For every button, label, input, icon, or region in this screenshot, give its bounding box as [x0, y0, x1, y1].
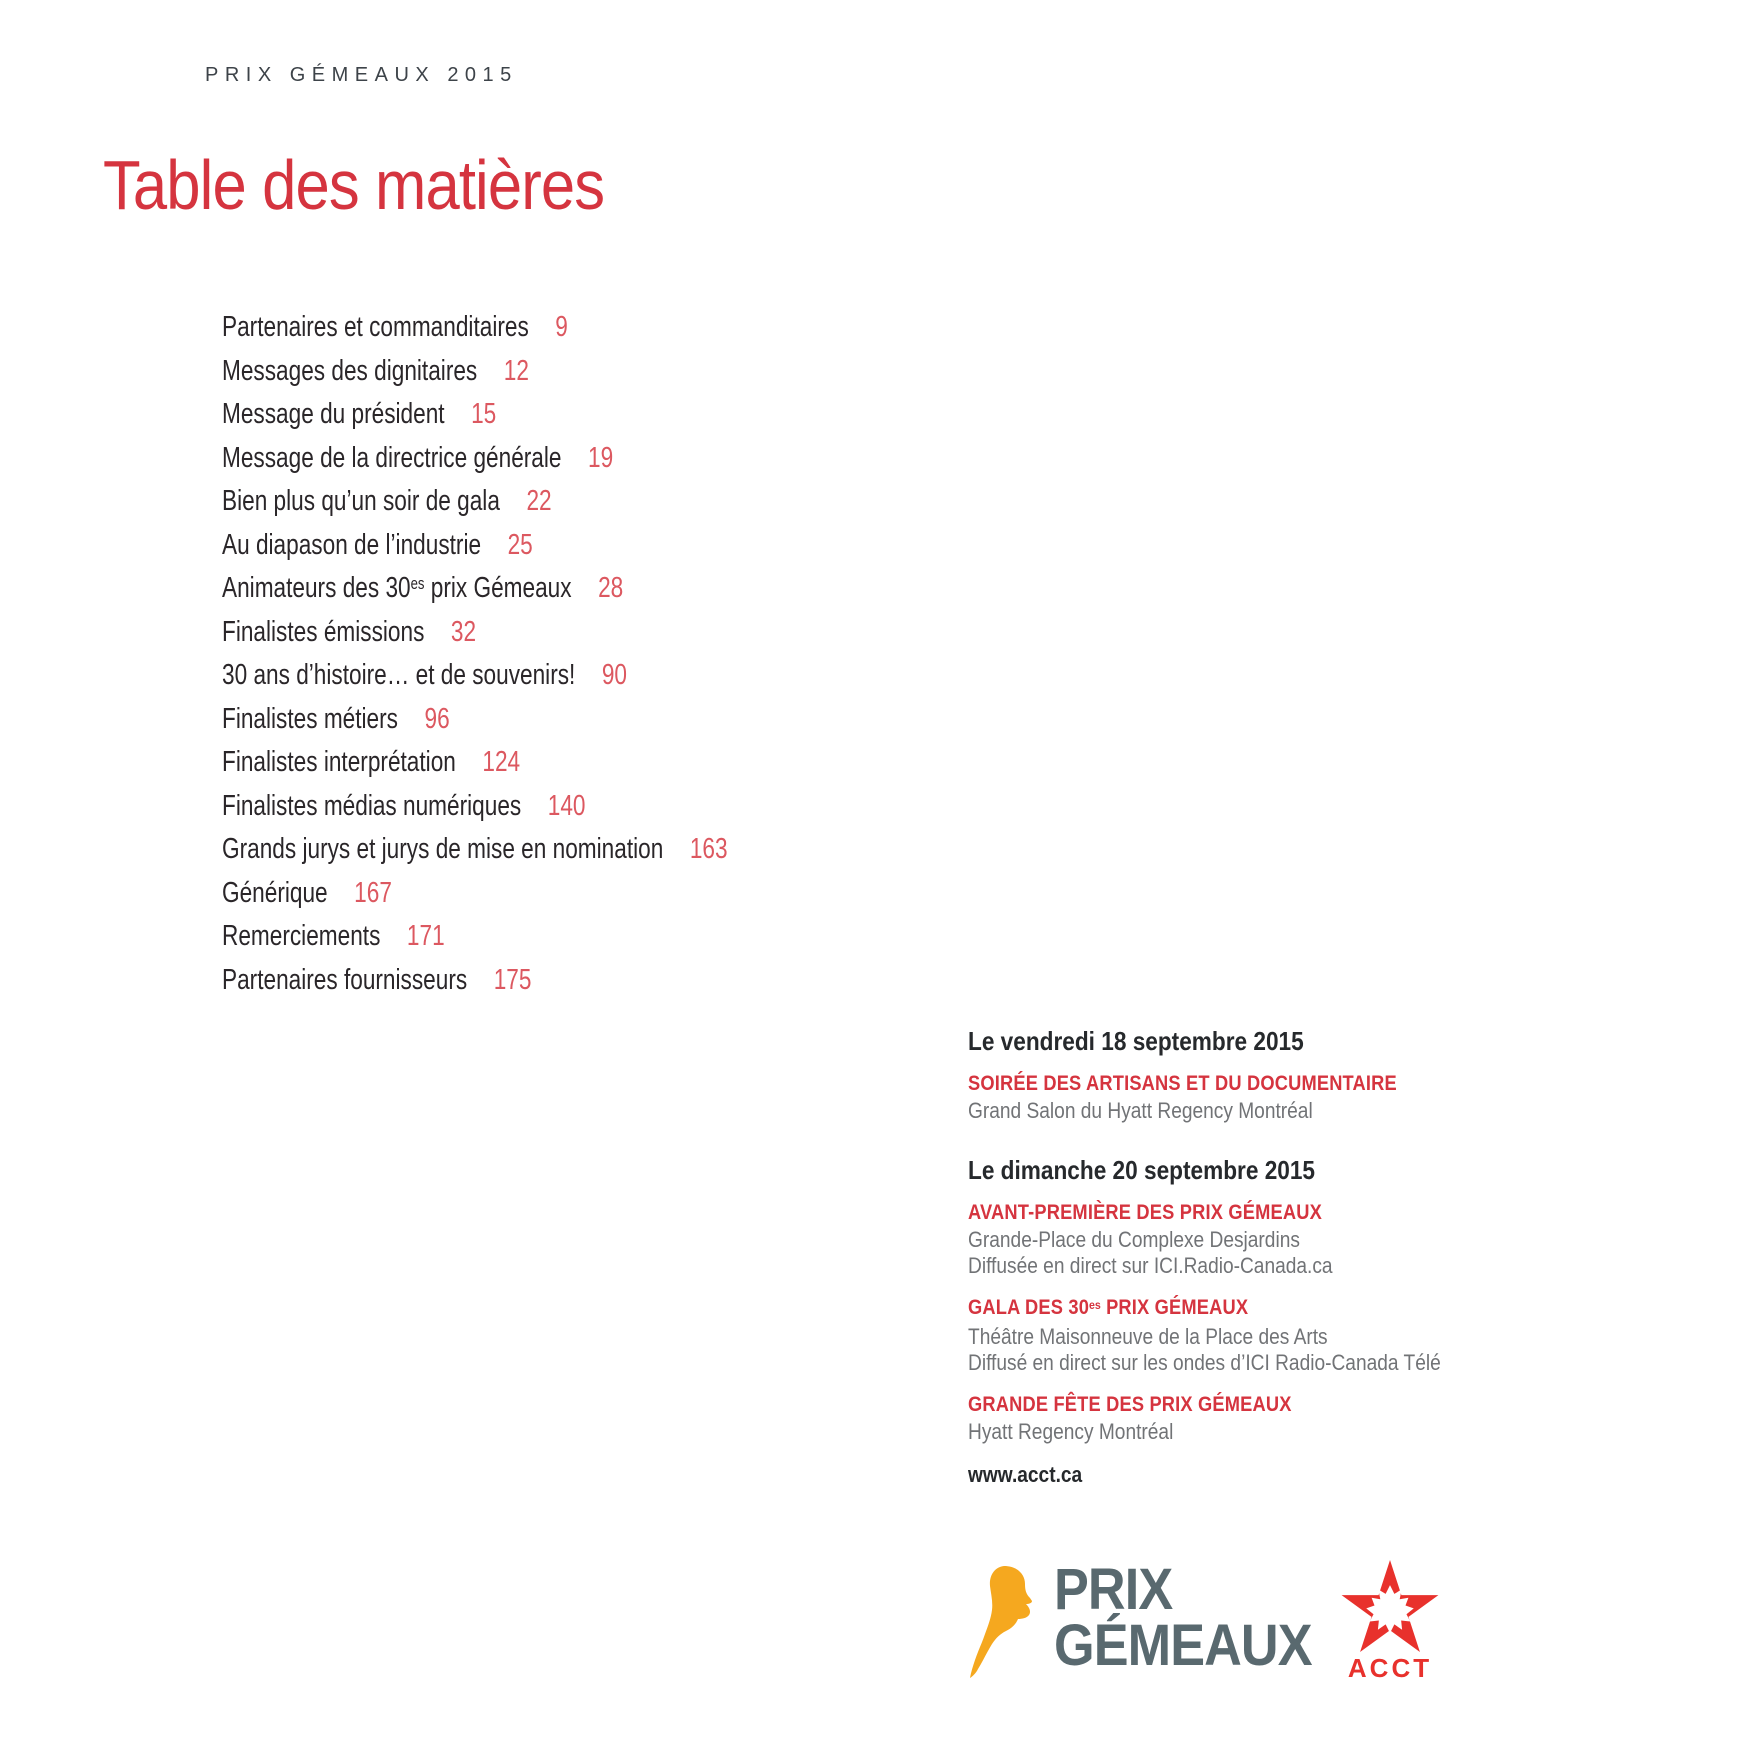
event-title: AVANT-PREMIÈRE DES PRIX GÉMEAUX — [968, 1201, 1322, 1224]
event-venue-line: Théâtre Maisonneuve de la Place des Arts — [968, 1324, 1328, 1349]
toc-entry-label: Message du président — [222, 398, 445, 430]
toc-list — [222, 306, 728, 1002]
event-title: GRANDE FÊTE DES PRIX GÉMEAUX — [968, 1393, 1292, 1416]
event-venue-line: Grande-Place du Complexe Desjardins — [968, 1227, 1300, 1252]
toc-entry[interactable] — [222, 480, 728, 524]
event-item — [968, 1201, 1577, 1279]
toc-entry[interactable] — [222, 567, 728, 611]
toc-entry[interactable] — [222, 306, 728, 350]
prix-gemeaux-logo-line2: GÉMEAUX — [1054, 1613, 1312, 1678]
toc-entry-label: 30 ans d’histoire… et de souvenirs! — [222, 659, 576, 691]
acct-logo — [1338, 1560, 1442, 1684]
toc-entry-label: Finalistes médias numériques — [222, 789, 522, 822]
schedule-column — [968, 1026, 1577, 1488]
toc-entry-label: Finalistes émissions — [222, 615, 425, 648]
page-eyebrow: PRIX GÉMEAUX 2015 — [205, 64, 518, 86]
event-venue-line: Diffusé en direct sur les ondes d’ICI Radio-Canada Télé — [968, 1350, 1441, 1375]
prix-gemeaux-logo-text — [1054, 1557, 1312, 1678]
toc-entry-label: Générique — [222, 876, 328, 909]
toc-entry-page: 90 — [601, 659, 628, 691]
toc-entry-label: Message de la directrice générale — [222, 441, 562, 474]
toc-entry[interactable] — [222, 915, 728, 959]
toc-entry[interactable] — [222, 611, 728, 655]
toc-entry-label: Finalistes métiers — [222, 702, 398, 735]
event-group — [968, 1026, 1577, 1124]
toc-entry-page: 96 — [424, 702, 450, 735]
toc-entry-label: Animateurs des $30^{es}$ prix Gémeaux — [222, 572, 572, 604]
toc-entry-label: Partenaires fournisseurs — [222, 963, 468, 996]
toc-entry-page: 124 — [482, 746, 521, 778]
acct-star-maple-leaf-icon — [1338, 1560, 1442, 1652]
toc-entry-label: Grands jurys et jurys de mise en nomination — [222, 833, 664, 865]
toc-entry-label: Messages des dignitaires — [222, 354, 478, 387]
toc-entry-page: 171 — [406, 920, 445, 952]
toc-entry[interactable] — [222, 524, 728, 568]
toc-entry-page: 28 — [598, 572, 624, 604]
toc-entry-page: 32 — [450, 615, 477, 648]
toc-entry-label: Finalistes interprétation — [222, 746, 456, 778]
toc-entry-page: 19 — [588, 441, 614, 474]
toc-entry[interactable] — [222, 393, 728, 437]
toc-entry[interactable] — [222, 654, 728, 698]
toc-entry-page: 22 — [526, 485, 552, 517]
event-group — [968, 1155, 1577, 1445]
event-item — [968, 1296, 1577, 1376]
toc-entry-page: 167 — [354, 876, 392, 909]
toc-entry[interactable] — [222, 437, 728, 481]
toc-entry[interactable] — [222, 959, 728, 1003]
page-title: Table des matières — [103, 146, 605, 224]
toc-entry-page: 15 — [471, 398, 497, 430]
toc-entry[interactable] — [222, 872, 728, 916]
toc-entry-page: 163 — [689, 833, 728, 865]
event-date: Le dimanche 20 septembre 2015 — [968, 1155, 1316, 1185]
event-title: SOIRÉE DES ARTISANS ET DU DOCUMENTAIRE — [968, 1072, 1397, 1095]
toc-entry-page: 12 — [503, 354, 529, 387]
event-venue-line: Grand Salon du Hyatt Regency Montréal — [968, 1098, 1313, 1123]
event-venue-line: Diffusée en direct sur ICI.Radio-Canada.ca — [968, 1253, 1333, 1278]
toc-entry[interactable] — [222, 828, 728, 872]
toc-entry-page: 25 — [507, 528, 533, 561]
toc-entry-page: 175 — [493, 963, 532, 996]
toc-entry-label: Bien plus qu’un soir de gala — [222, 485, 500, 517]
schedule-groups — [968, 1026, 1577, 1445]
toc-entry[interactable] — [222, 785, 728, 829]
event-item — [968, 1393, 1577, 1445]
toc-entry-label: Remerciements — [222, 920, 381, 952]
toc-entry-label: Partenaires et commanditaires — [222, 311, 529, 343]
event-venue-line: Hyatt Regency Montréal — [968, 1419, 1174, 1444]
prix-gemeaux-logo — [970, 1557, 1312, 1682]
gemini-profile-icon — [970, 1566, 1046, 1680]
toc-entry-page: 140 — [547, 789, 586, 822]
event-date: Le vendredi 18 septembre 2015 — [968, 1026, 1304, 1056]
acct-logo-label: ACCT — [1347, 1653, 1433, 1683]
prix-gemeaux-logo-line1: PRIX — [1054, 1557, 1173, 1622]
event-title: GALA DES $30^{es}$ PRIX GÉMEAUX — [968, 1296, 1249, 1319]
toc-entry-page: 9 — [555, 311, 568, 343]
toc-entry[interactable] — [222, 698, 728, 742]
toc-entry[interactable] — [222, 741, 728, 785]
toc-entry[interactable] — [222, 350, 728, 394]
toc-entry-label: Au diapason de l’industrie — [222, 528, 482, 561]
event-item — [968, 1072, 1577, 1124]
website-link[interactable]: www.acct.ca — [968, 1462, 1083, 1487]
